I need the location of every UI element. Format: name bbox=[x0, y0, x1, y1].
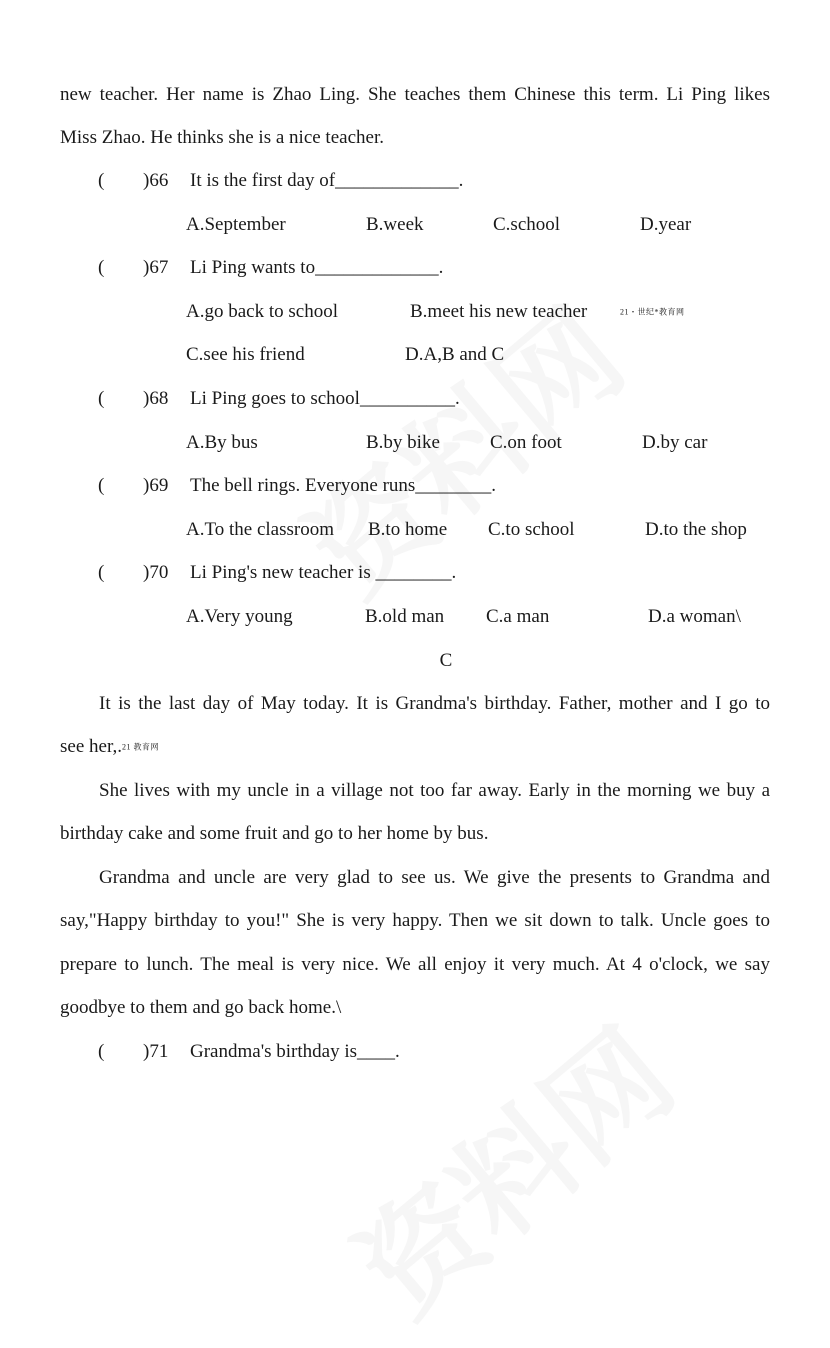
answer-paren-open: ( bbox=[98, 562, 105, 583]
answer-paren-open: ( bbox=[98, 170, 105, 191]
option-d: D.year bbox=[640, 214, 692, 235]
inline-watermark: 21・世纪*教育网 bbox=[620, 307, 685, 317]
option-b: B.to home bbox=[368, 519, 448, 540]
option-d: D.A,B and C bbox=[405, 344, 505, 365]
answer-paren-open: ( bbox=[98, 1041, 105, 1062]
option-c: C.on foot bbox=[490, 432, 562, 453]
passage-line: prepare to lunch. The meal is very nice. We all enjoy it very much. At 4 o'clock, we say bbox=[60, 954, 770, 975]
option-a: A.By bus bbox=[186, 432, 258, 453]
passage-line: It is the last day of May today. It is Grandma's birthday. Father, mother and I go to bbox=[99, 693, 770, 714]
question-text: It is the first day of_____________. bbox=[190, 170, 464, 191]
passage-line: birthday cake and some fruit and go to her home by bus. bbox=[60, 823, 489, 844]
option-a: A.Very young bbox=[186, 606, 293, 627]
option-c: C.school bbox=[493, 214, 561, 235]
question-number: )69 bbox=[143, 475, 169, 496]
option-c: C.a man bbox=[486, 606, 550, 627]
option-d: D.to the shop bbox=[645, 519, 747, 540]
option-d: D.by car bbox=[642, 432, 708, 453]
option-b: B.old man bbox=[365, 606, 445, 627]
passage-line: say,"Happy birthday to you!" She is very happy. Then we sit down to talk. Uncle goes to bbox=[60, 910, 770, 931]
intro-line: new teacher. Her name is Zhao Ling. She teaches them Chinese this term. Li Ping likes bbox=[60, 84, 770, 105]
answer-paren-open: ( bbox=[98, 475, 105, 496]
answer-paren-open: ( bbox=[98, 388, 105, 409]
question-number: )66 bbox=[143, 170, 169, 191]
option-b: B.meet his new teacher bbox=[410, 301, 588, 322]
question-number: )71 bbox=[143, 1041, 169, 1062]
option-c: C.to school bbox=[488, 519, 575, 540]
question-text: Li Ping's new teacher is ________. bbox=[190, 562, 457, 583]
answer-paren-open: ( bbox=[98, 257, 105, 278]
option-c: C.see his friend bbox=[186, 344, 305, 365]
passage-line: see her,.21 教育网 bbox=[60, 736, 160, 757]
question-text: The bell rings. Everyone runs________. bbox=[190, 475, 497, 496]
option-a: A.September bbox=[186, 214, 286, 235]
question-number: )67 bbox=[143, 257, 169, 278]
question-number: )68 bbox=[143, 388, 169, 409]
background-watermark bbox=[317, 984, 703, 1347]
option-d: D.a woman\ bbox=[648, 606, 741, 627]
passage-line: She lives with my uncle in a village not too far away. Early in the morning we buy a bbox=[99, 780, 770, 801]
option-a: A.To the classroom bbox=[186, 519, 335, 540]
question-text: Grandma's birthday is____. bbox=[190, 1041, 400, 1062]
option-a: A.go back to school bbox=[186, 301, 338, 322]
question-text: Li Ping goes to school__________. bbox=[190, 388, 460, 409]
question-number: )70 bbox=[143, 562, 169, 583]
option-b: B.week bbox=[366, 214, 424, 235]
intro-line: Miss Zhao. He thinks she is a nice teacher. bbox=[60, 127, 384, 148]
passage-line: Grandma and uncle are very glad to see us. We give the presents to Grandma and bbox=[99, 867, 770, 888]
question-text: Li Ping wants to_____________. bbox=[190, 257, 444, 278]
option-b: B.by bike bbox=[366, 432, 440, 453]
section-label: C bbox=[439, 650, 453, 671]
passage-line: goodbye to them and go back home.\ bbox=[60, 997, 342, 1018]
